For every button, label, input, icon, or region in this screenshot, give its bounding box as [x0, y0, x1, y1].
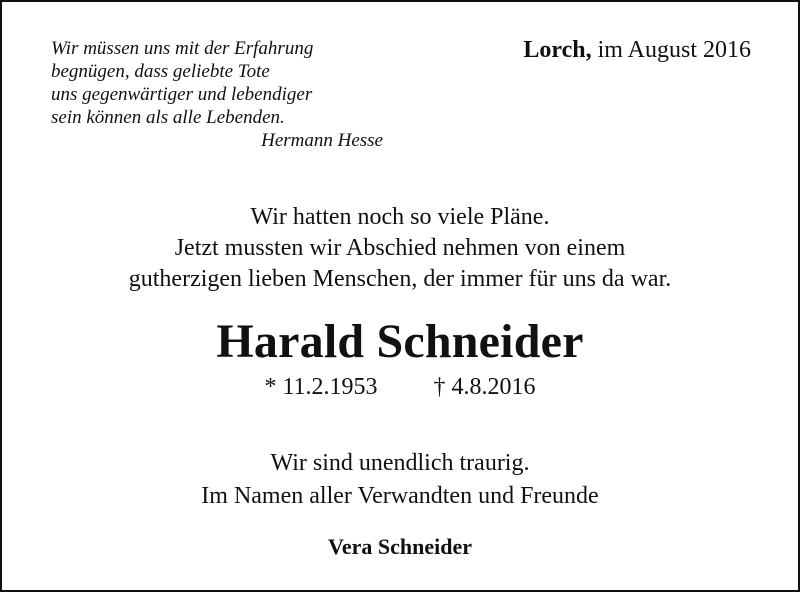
quote-line: uns gegenwärtiger und lebendiger: [51, 84, 313, 105]
notice-date: im August 2016: [597, 37, 751, 63]
birth-date: * 11.2.1953: [264, 374, 378, 400]
quote-line: sein können als alle Lebenden.: [51, 107, 285, 128]
closing-line: Wir sind unendlich traurig.: [270, 450, 530, 476]
intro-text: [2, 202, 798, 295]
deceased-name: Harald Schneider: [216, 315, 584, 368]
quote-line: begnügen, dass geliebte Tote: [51, 61, 270, 82]
signature-name: Vera Schneider: [327, 534, 472, 559]
closing-line: Im Namen aller Verwandten und Freunde: [201, 483, 599, 509]
death-date: † 4.8.2016: [433, 374, 536, 400]
place-and-date: [523, 35, 751, 65]
quote-author: Hermann Hesse: [261, 130, 383, 151]
closing-text: [2, 447, 798, 513]
intro-line: Jetzt mussten wir Abschied nehmen von einem: [174, 235, 626, 261]
intro-line: gutherzigen lieben Menschen, der immer für uns da war.: [128, 266, 672, 292]
quote-line: Wir müssen uns mit der Erfahrung: [51, 38, 314, 59]
place-name: Lorch,: [523, 37, 592, 63]
hesse-quote: [51, 37, 391, 152]
intro-line: Wir hatten noch so viele Pläne.: [250, 204, 550, 230]
life-dates: [2, 371, 798, 403]
